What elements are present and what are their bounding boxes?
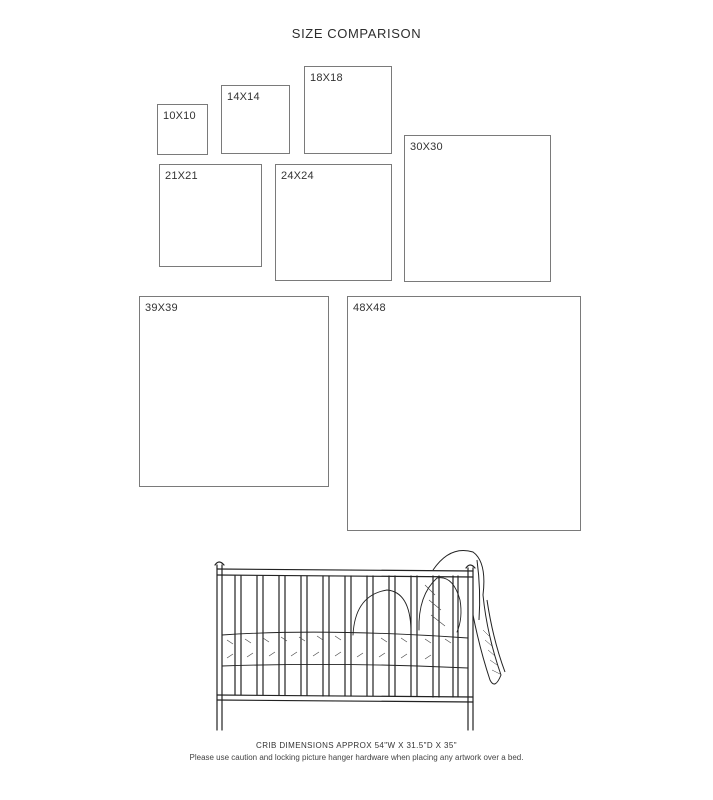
frame-label: 14X14 bbox=[227, 91, 260, 103]
frame-label: 48X48 bbox=[353, 302, 386, 314]
frame-label: 39X39 bbox=[145, 302, 178, 314]
frame-label: 30X30 bbox=[410, 141, 443, 153]
diagram-title: SIZE COMPARISON bbox=[291, 26, 422, 41]
frame-label: 10X10 bbox=[163, 110, 196, 122]
frame-14x14 bbox=[221, 85, 290, 154]
frame-21x21 bbox=[159, 164, 262, 267]
frame-39x39 bbox=[139, 296, 329, 487]
frame-18x18 bbox=[304, 66, 392, 154]
crib-dimensions-caption: CRIB DIMENSIONS APPROX 54"W X 31.5"D X 35" bbox=[256, 741, 457, 750]
frame-label: 18X18 bbox=[310, 72, 343, 84]
safety-note: Please use caution and locking picture hanger hardware when placing any artwork over a bed. bbox=[189, 753, 524, 762]
frame-30x30 bbox=[404, 135, 551, 282]
frame-48x48 bbox=[347, 296, 581, 531]
frame-24x24 bbox=[275, 164, 392, 281]
crib-illustration bbox=[205, 540, 510, 740]
frame-label: 21X21 bbox=[165, 170, 198, 182]
frame-10x10 bbox=[157, 104, 208, 155]
frame-label: 24X24 bbox=[281, 170, 314, 182]
